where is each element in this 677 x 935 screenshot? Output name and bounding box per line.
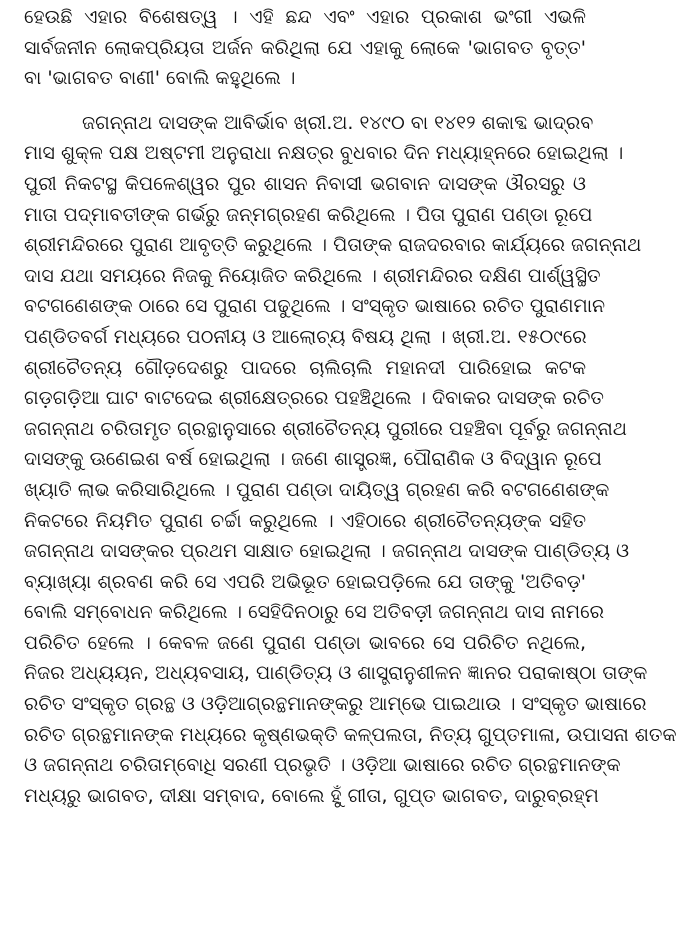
- text-line: ଜଗନ୍ନାଥ ଚରିତାମୃତ ଗ୍ରନ୍ଥାନୁସାରେ ଶ୍ରୀଚୈତନ୍ୟ ପୁରୀରେ ପହଞ୍ଚିବା ପୂର୍ବରୁ ଜଗନ୍ନାଥ: [24, 417, 627, 440]
- text-line: ନିଜର ଅଧ୍ୟୟନ, ଅଧ୍ୟବସାୟ, ପାଣ୍ଡିତ୍ୟ ଓ ଶାସ୍ତ୍ରାନୁଶୀଳନ ଜ୍ଞାନର ପରାକାଷ୍ଠା ତାଙ୍କ: [24, 662, 648, 685]
- text-line: ମଧ୍ୟରୁ ଭାଗବତ, ଦୀକ୍ଷା ସମ୍ବାଦ, ବୋଲେ ହୁଁ ଗୀତା, ଗୁପ୍ତ ଭାଗବତ, ଦାରୁବ୍ରହ୍ମ: [24, 784, 599, 807]
- text-line: ବ୍ୟାଖ୍ୟା ଶ୍ରବଣ କରି ସେ ଏପରି ଅଭିଭୂତ ହୋଇପଡ଼ିଲେ ଯେ ତାଙ୍କୁ 'ଅତିବଡ଼': [24, 570, 586, 593]
- text-line: ଦାସଙ୍କୁ ଊଣେଇଶ ବର୍ଷ ହୋଇଥିଲା । ଜଣେ ଶାସ୍ତ୍ରଜ୍ଞ, ପୌରାଣିକ ଓ ବିଦ୍ୱାନ ରୂପେ: [24, 448, 602, 471]
- text-line: ମାତା ପଦ୍ମାବତୀଙ୍କ ଗର୍ଭରୁ ଜନ୍ମଗ୍ରହଣ କରିଥିଲେ । ପିତା ପୁରାଣ ପଣ୍ଡା ରୂପେ: [24, 203, 593, 226]
- text-line: ଶ୍ରୀଚୈତନ୍ୟ ଗୌଡ଼ଦେଶରୁ ପାଦରେ ଚାଲିଚାଲି ମହାନଦୀ ପାରିହୋଇ କଟକ: [24, 356, 586, 379]
- text-line: ଶ୍ରୀମନ୍ଦିରରେ ପୁରାଣ ଆବୃତ୍ତି କରୁଥିଲେ । ପିତାଙ୍କ ରାଜଦରବାର କାର୍ଯ୍ୟରେ ଜଗନ୍ନାଥ: [24, 234, 642, 257]
- text-line: ପଣ୍ଡିତବର୍ଗ ମଧ୍ୟରେ ପଠନୀୟ ଓ ଆଲୋଚ୍ୟ ବିଷୟ ଥିଲା । ଖ୍ରୀ.ଅ. ୧୫୦୯ରେ: [24, 325, 587, 348]
- text-line: ଜଗନ୍ନାଥ ଦାସଙ୍କ ଆବିର୍ଭାବ ଖ୍ରୀ.ଅ. ୧୪୯୦ ବା ୧୪୧୨ ଶକାବ୍ଦ ଭାଦ୍ରବ: [82, 111, 594, 134]
- text-line: ରଚିତ ସଂସ୍କୃତ ଗ୍ରନ୍ଥ ଓ ଓଡ଼ିଆଗ୍ରନ୍ଥମାନଙ୍କରୁ ଆମ୍ଭେ ପାଇଥାଉ । ସଂସ୍କୃତ ଭାଷାରେ: [24, 693, 647, 716]
- text-line: ବୋଲି ସମ୍ବୋଧନ କରିଥିଲେ । ସେହିଦିନଠାରୁ ସେ ଅତିବଡ଼ୀ ଜଗନ୍ନାଥ ଦାସ ନାମରେ: [24, 601, 604, 624]
- text-line: ସାର୍ବଜନୀନ ଲୋକପ୍ରିୟତା ଅର୍ଜନ କରିଥିଲା ଯେ ଏହାକୁ ଲୋକେ 'ଭାଗବତ ବୃତ୍ତ': [24, 36, 586, 59]
- paragraph-jagannath-das-biography: [24, 108, 677, 812]
- text-line: ଓ ଜଗନ୍ନାଥ ଚରିତାମ୍ବୋଧି ସରଣୀ ପ୍ରଭୃତି । ଓଡ଼ିଆ ଭାଷାରେ ରଚିତ ଗ୍ରନ୍ଥମାନଙ୍କ: [24, 754, 621, 777]
- text-line: ରଚିତ ଗ୍ରନ୍ଥମାନଙ୍କ ମଧ୍ୟରେ କୃଷ୍ଣଭକ୍ତି କଳ୍ପଲତା, ନିତ୍ୟ ଗୁପ୍ତମାଳା, ଉପାସନା ଶତକ: [24, 723, 677, 746]
- paragraph-intro-continuation: [24, 2, 586, 94]
- text-line: ହେଉଛି ଏହାର ବିଶେଷତ୍ୱ । ଏହି ଛନ୍ଦ ଏବଂ ଏହାର ପ୍ରକାଶ ଭଂଗୀ ଏଭଳି: [24, 6, 586, 28]
- text-line: ଖ୍ୟାତି ଲାଭ କରିସାରିଥିଲେ । ପୁରାଣ ପଣ୍ଡା ଦାୟିତ୍ୱ ଗ୍ରହଣ କରି ବଟଗଣେଶଙ୍କ: [24, 478, 610, 501]
- text-line: ଗଡ଼ଗଡ଼ିଆ ଘାଟ ବାଟଦେଇ ଶ୍ରୀକ୍ଷେତ୍ରରେ ପହଞ୍ଚିଥିଲେ । ଦିବାକର ଦାସଙ୍କ ରଚିତ: [24, 387, 604, 410]
- paragraph-gap: [24, 94, 586, 108]
- text-line: ଜଗନ୍ନାଥ ଦାସଙ୍କର ପ୍ରଥମ ସାକ୍ଷାତ ହୋଇଥିଲା । ଜଗନ୍ନାଥ ଦାସଙ୍କ ପାଣ୍ଡିତ୍ୟ ଓ: [24, 540, 630, 563]
- text-line: ପୁରୀ ନିକଟସ୍ଥ କିପଳେଶ୍ୱର ପୁର ଶାସନ ନିବାସୀ ଭଗବାନ ଦାସଙ୍କ ଔରସରୁ ଓ: [24, 172, 586, 195]
- text-line: ବଟଗଣେଶଙ୍କ ଠାରେ ସେ ପୁରାଣ ପଢୁଥିଲେ । ସଂସ୍କୃତ ଭାଷାରେ ରଚିତ ପୁରାଣମାନ: [24, 295, 606, 318]
- text-line: ନିକଟରେ ନିୟମିତ ପୁରାଣ ଚର୍ଚ୍ଚା କରୁଥିଲେ । ଏହିଠାରେ ଶ୍ରୀଚୈତନ୍ୟଙ୍କ ସହିତ: [24, 509, 586, 532]
- text-line: ଦାସ ଯଥା ସମୟରେ ନିଜକୁ ନିୟୋଜିତ କରିଥିଲେ । ଶ୍ରୀମନ୍ଦିରର ଦକ୍ଷିଣ ପାର୍ଶ୍ୱସ୍ଥିତ: [24, 264, 601, 287]
- text-line: ମାସ ଶୁକ୍ଳ ପକ୍ଷ ଅଷ୍ଟମୀ ଅନୁରାଧା ନକ୍ଷତ୍ର ବୁଧବାର ଦିନ ମଧ୍ୟାହ୍ନରେ ହୋଇଥିଲା ।: [24, 142, 624, 165]
- text-line: ବା 'ଭାଗବତ ବାଣୀ' ବୋଲି କହୁଥିଲେ ।: [24, 67, 296, 90]
- text-line: ପରିଚିତ ହେଲେ । କେବଳ ଜଣେ ପୁରାଣ ପଣ୍ଡା ଭାବରେ ସେ ପରିଚିତ ନଥିଲେ,: [24, 631, 586, 654]
